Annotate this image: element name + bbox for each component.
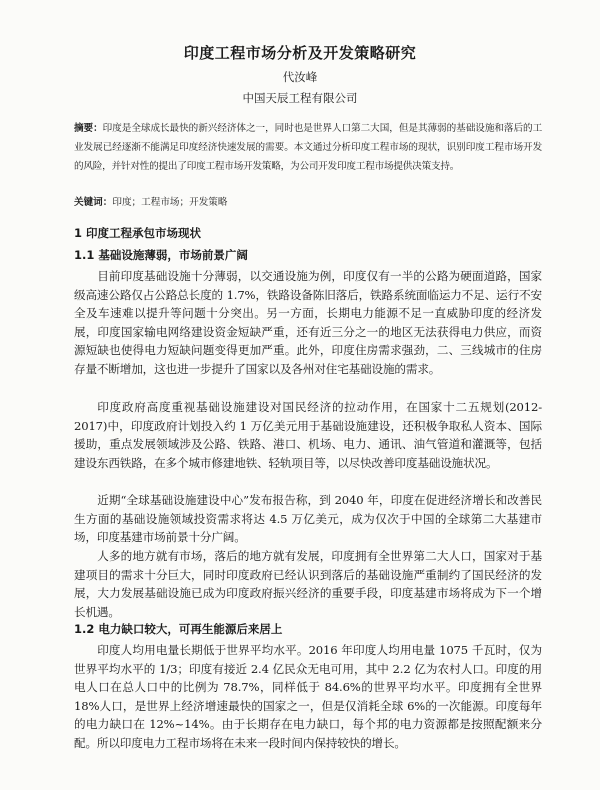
paragraph: 目前印度基础设施十分薄弱，以交通设施为例，印度仅有一半的公路为硬面道路，国家级高速公路仅占公路总长度的 1.7%，铁路设备陈旧落后，铁路系统面临运力不足、运行不安全及车速难以提升等问题十分突出。另一方面，长期电力能源不足一直威胁印度的经济发展，印度国家输电网络建设资金短缺严重，还有近三分之一的地区无法获得电力供应，而资源短缺也使得电力短缺问题变得更加严重。此外，印度住房需求强劲，二、三线城市的住房存量不断增加，这也进一步提升了国家以及各州对住宅基础设施的需求。 <box>74 269 542 376</box>
keywords <box>74 194 542 212</box>
paper-title: 印度工程市场分析及开发策略研究 <box>183 44 417 62</box>
subsection-heading: 1.2 电力缺口较大，可再生能源后来居上 <box>74 622 283 636</box>
paragraph: 印度人均用电量长期低于世界平均水平。2016 年印度人均用电量 1075 千瓦时，仅为世界平均水平的 1/3；印度有接近 2.4 亿民众无电可用，其中 2.2 亿为农村人口。印度的用电人口在总人口中的比例为 78.7%，同样低于 84.6%的世界平均水平。印度拥有全世界 18%人口，是世界上经济增速最快的国家之一，但是仅消耗全球 6%的一次能源。印度每年的电力缺口在 12%~14%。由于长期存在电力缺口，每个邦的电力资源都是按照配额来分配。所以印度电力工程市场将在未来一段时间内保持较快的增长。 <box>74 643 542 750</box>
author-affiliation: 中国天辰工程有限公司 <box>242 91 358 105</box>
abstract-text: 印度是全球成长最快的新兴经济体之一，同时也是世界人口第二大国，但是其薄弱的基础设施和落后的工业发展已经逐渐不能满足印度经济快速发展的需要。本文通过分析印度工程市场的现状，识别印度工程市场开发的风险，并针对性的提出了印度工程市场开发策略，为公司开发印度工程市场提供决策支持。 <box>74 123 542 172</box>
paragraph: 近期“全球基础设施建设中心”发布报告称，到 2040 年，印度在促进经济增长和改善民生方面的基础设施领域投资需求将达 4.5 万亿美元，成为仅次于中国的全球第二大基建市场，印度基建市场前景十分广阔。 <box>74 493 542 545</box>
paragraph: 人多的地方就有市场，落后的地方就有发展，印度拥有全世界第二大人口，国家对于基建项目的需求十分巨大，同时印度政府已经认识到落后的基础设施严重制约了国民经济的发展，大力发展基础设施已成为印度政府振兴经济的重要手段，印度基建市场将成为下一个增长机遇。 <box>74 549 542 619</box>
abstract-label: 摘要： <box>74 123 103 134</box>
section-heading: 1 印度工程承包市场现状 <box>74 226 202 240</box>
author-name: 代汝峰 <box>282 70 318 84</box>
subsection-heading: 1.1 基础设施薄弱，市场前景广阔 <box>74 248 248 262</box>
keywords-text: 印度；工程市场；开发策略 <box>112 197 228 208</box>
abstract <box>74 119 542 176</box>
keywords-label: 关键词： <box>74 197 113 208</box>
paragraph: 印度政府高度重视基础设施建设对国民经济的拉动作用，在国家十二五规划(2012-2017)中，印度政府计划投入约 1 万亿美元用于基础设施建设，还积极争取私人资本、国际援助，重点发展领域涉及公路、铁路、港口、机场、电力、通讯、油气管道和灌溉等，包括建设东西铁路，在多个城市修建地铁、轻轨项目等，以尽快改善印度基础设施状况。 <box>74 400 542 470</box>
